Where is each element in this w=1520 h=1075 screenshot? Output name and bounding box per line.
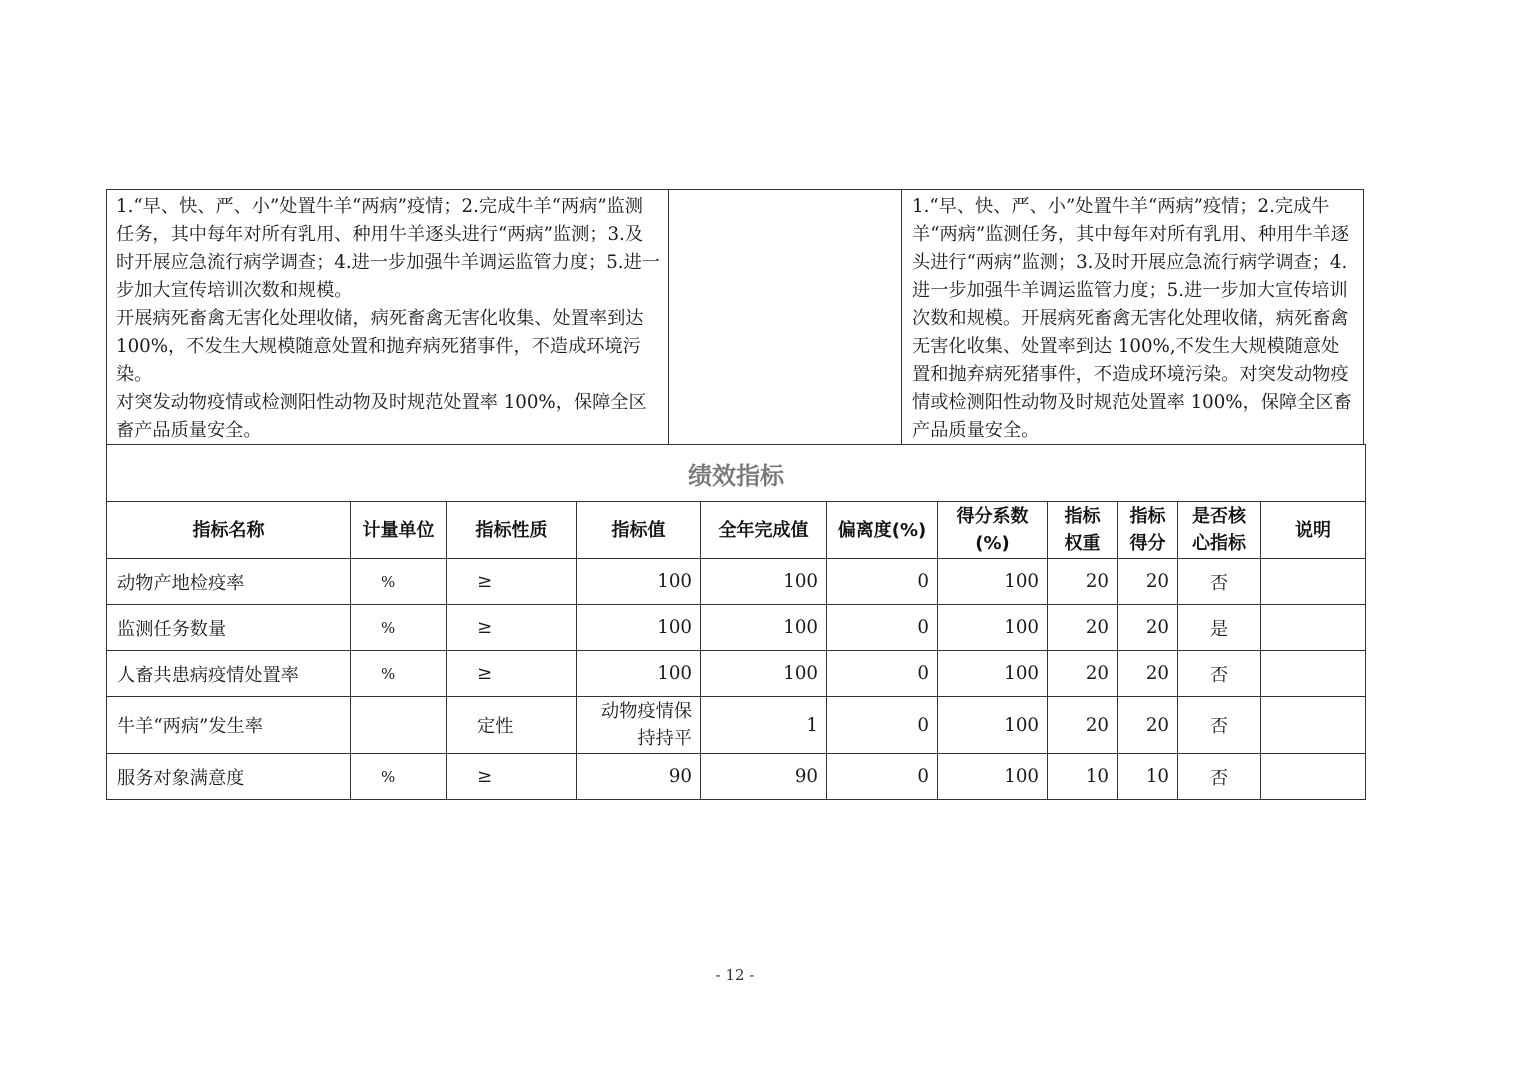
annual-actual: 100 bbox=[701, 605, 827, 651]
header-deviation: 偏离度(%) bbox=[827, 502, 938, 559]
goal-left-cell bbox=[107, 190, 669, 444]
header-core-indicator: 是否核心指标 bbox=[1178, 502, 1261, 559]
indicator-name: 牛羊“两病”发生率 bbox=[107, 697, 351, 754]
table-row bbox=[107, 697, 1366, 754]
note bbox=[1261, 605, 1366, 651]
performance-indicator-table bbox=[106, 444, 1366, 800]
header-annual-actual: 全年完成值 bbox=[701, 502, 827, 559]
core-indicator: 是 bbox=[1178, 605, 1261, 651]
unit bbox=[351, 697, 447, 754]
score: 20 bbox=[1118, 697, 1178, 754]
header-unit: 计量单位 bbox=[351, 502, 447, 559]
annual-actual: 90 bbox=[701, 754, 827, 800]
table-row bbox=[107, 605, 1366, 651]
core-indicator: 否 bbox=[1178, 697, 1261, 754]
header-note: 说明 bbox=[1261, 502, 1366, 559]
goal-right-cell bbox=[902, 190, 1363, 444]
note bbox=[1261, 697, 1366, 754]
score: 10 bbox=[1118, 754, 1178, 800]
header-weight: 指标权重 bbox=[1048, 502, 1118, 559]
header-nature: 指标性质 bbox=[447, 502, 577, 559]
deviation: 0 bbox=[827, 697, 938, 754]
score-coefficient: 100 bbox=[938, 697, 1048, 754]
nature: ≥ bbox=[447, 651, 577, 697]
target-value: 100 bbox=[577, 559, 701, 605]
unit: % bbox=[351, 559, 447, 605]
indicator-name: 人畜共患病疫情处置率 bbox=[107, 651, 351, 697]
score-coefficient: 100 bbox=[938, 651, 1048, 697]
goal-left-paragraph-3: 对突发动物疫情或检测阳性动物及时规范处置率 100%，保障全区畜产品质量安全。 bbox=[116, 392, 647, 441]
weight: 20 bbox=[1048, 559, 1118, 605]
nature: ≥ bbox=[447, 559, 577, 605]
core-indicator: 否 bbox=[1178, 754, 1261, 800]
goal-left-paragraph-2: 开展病死畜禽无害化处理收储，病死畜禽无害化收集、处置率到达 100%，不发生大规模随意处置和抛弃病死猪事件，不造成环境污染。 bbox=[116, 308, 644, 385]
weight: 20 bbox=[1048, 697, 1118, 754]
annual-actual: 100 bbox=[701, 559, 827, 605]
goal-left-paragraph-1: 1.“早、快、严、小”处置牛羊“两病”疫情；2.完成牛羊“两病”监测任务，其中每年对所有乳用、种用牛羊逐头进行“两病”监测；3.及时开展应急流行病学调查；4.进一步加强牛羊调运监管力度；5.进一步加大宣传培训次数和规模。 bbox=[116, 196, 660, 301]
annual-actual: 100 bbox=[701, 651, 827, 697]
unit: % bbox=[351, 754, 447, 800]
header-indicator-name: 指标名称 bbox=[107, 502, 351, 559]
header-score-coefficient: 得分系数(%) bbox=[938, 502, 1048, 559]
weight: 20 bbox=[1048, 651, 1118, 697]
target-value: 90 bbox=[577, 754, 701, 800]
indicator-name: 动物产地检疫率 bbox=[107, 559, 351, 605]
nature: ≥ bbox=[447, 754, 577, 800]
indicator-name: 监测任务数量 bbox=[107, 605, 351, 651]
target-value: 100 bbox=[577, 651, 701, 697]
note bbox=[1261, 559, 1366, 605]
weight: 20 bbox=[1048, 605, 1118, 651]
deviation: 0 bbox=[827, 754, 938, 800]
section-title: 绩效指标 bbox=[107, 445, 1366, 502]
page-number: - 12 - bbox=[715, 966, 755, 984]
table-row bbox=[107, 559, 1366, 605]
score-coefficient: 100 bbox=[938, 559, 1048, 605]
deviation: 0 bbox=[827, 651, 938, 697]
note bbox=[1261, 651, 1366, 697]
target-value: 100 bbox=[577, 605, 701, 651]
deviation: 0 bbox=[827, 605, 938, 651]
table-row bbox=[107, 754, 1366, 800]
nature: 定性 bbox=[447, 697, 577, 754]
annual-actual: 1 bbox=[701, 697, 827, 754]
weight: 10 bbox=[1048, 754, 1118, 800]
goal-text-box bbox=[106, 189, 1364, 445]
table-row bbox=[107, 651, 1366, 697]
nature: ≥ bbox=[447, 605, 577, 651]
score: 20 bbox=[1118, 651, 1178, 697]
goal-right-paragraph: 1.“早、快、严、小”处置牛羊“两病”疫情；2.完成牛羊“两病”监测任务，其中每年对所有乳用、种用牛羊逐头进行“两病”监测；3.及时开展应急流行病学调查；4.进一步加强牛羊调运监管力度；5.进一步加大宣传培训次数和规模。开展病死畜禽无害化处理收储，病死畜禽无害化收集、处置率到达 100%,不发生大规模随意处置和抛弃病死猪事件，不造成环境污染。对突发动物疫情或检测阳性动物及时规范处置率 100%，保障全区畜产品质量安全。 bbox=[912, 196, 1352, 441]
score-coefficient: 100 bbox=[938, 754, 1048, 800]
note bbox=[1261, 754, 1366, 800]
unit: % bbox=[351, 605, 447, 651]
score-coefficient: 100 bbox=[938, 605, 1048, 651]
core-indicator: 否 bbox=[1178, 651, 1261, 697]
score: 20 bbox=[1118, 559, 1178, 605]
unit: % bbox=[351, 651, 447, 697]
core-indicator: 否 bbox=[1178, 559, 1261, 605]
header-target-value: 指标值 bbox=[577, 502, 701, 559]
goal-middle-cell bbox=[669, 190, 902, 444]
target-value: 动物疫情保持持平 bbox=[577, 697, 701, 754]
table-header-row bbox=[107, 502, 1366, 559]
score: 20 bbox=[1118, 605, 1178, 651]
deviation: 0 bbox=[827, 559, 938, 605]
header-score: 指标得分 bbox=[1118, 502, 1178, 559]
indicator-name: 服务对象满意度 bbox=[107, 754, 351, 800]
